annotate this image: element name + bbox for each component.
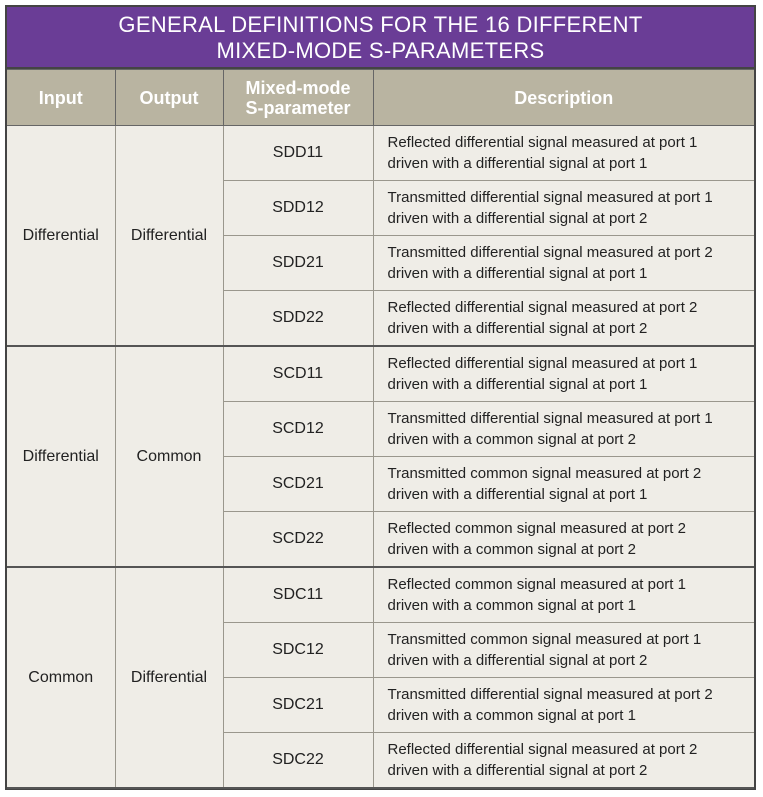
description-line-1: Transmitted common signal measured at port 1 xyxy=(387,631,702,648)
description-line-1: Transmitted common signal measured at port 2 xyxy=(387,465,702,482)
s-parameter-cell: SCD11 xyxy=(223,346,373,402)
description-line-1: Reflected differential signal measured at port 1 xyxy=(387,355,698,372)
s-parameter-cell: SDC12 xyxy=(223,623,373,678)
description-line-2: driven with a common signal at port 2 xyxy=(387,541,636,558)
description-line-2: driven with a differential signal at port 2 xyxy=(387,210,648,227)
description-line-2: driven with a common signal at port 2 xyxy=(387,431,636,448)
s-parameter-cell: SCD22 xyxy=(223,512,373,568)
s-parameter-cell: SCD12 xyxy=(223,402,373,457)
s-parameter-cell: SDD11 xyxy=(223,126,373,181)
table-row xyxy=(7,346,754,402)
s-parameter-cell: SDD22 xyxy=(223,291,373,347)
s-parameter-cell: SDC22 xyxy=(223,733,373,789)
description-cell xyxy=(373,126,754,181)
description-cell xyxy=(373,678,754,733)
description-cell xyxy=(373,623,754,678)
description-cell xyxy=(373,567,754,623)
title-line-2: MIXED-MODE S-PARAMETERS xyxy=(216,38,545,63)
table-frame xyxy=(5,5,756,790)
description-line-1: Reflected differential signal measured at port 2 xyxy=(387,741,698,758)
description-line-2: driven with a differential signal at port 2 xyxy=(387,652,648,669)
description-cell xyxy=(373,457,754,512)
description-cell xyxy=(373,181,754,236)
description-line-2: driven with a differential signal at port 1 xyxy=(387,155,648,172)
input-mode-cell: Differential xyxy=(7,126,115,347)
description-line-1: Transmitted differential signal measured at port 2 xyxy=(387,244,713,261)
input-mode-cell: Common xyxy=(7,567,115,788)
description-cell xyxy=(373,346,754,402)
table-title xyxy=(7,7,754,69)
header-row xyxy=(7,70,754,126)
s-parameter-cell: SDD12 xyxy=(223,181,373,236)
header-output: Output xyxy=(115,70,223,126)
output-mode-cell: Differential xyxy=(115,126,223,347)
description-cell xyxy=(373,291,754,347)
s-parameter-cell: SDC21 xyxy=(223,678,373,733)
table-row xyxy=(7,126,754,181)
description-line-2: driven with a differential signal at port 1 xyxy=(387,265,648,282)
description-line-1: Reflected differential signal measured at port 1 xyxy=(387,134,698,151)
table-row xyxy=(7,567,754,623)
description-line-2: driven with a common signal at port 1 xyxy=(387,597,636,614)
s-parameter-table xyxy=(7,69,754,789)
table-body xyxy=(7,126,754,789)
output-mode-cell: Differential xyxy=(115,567,223,788)
s-parameter-cell: SCD21 xyxy=(223,457,373,512)
description-line-1: Transmitted differential signal measured at port 2 xyxy=(387,686,713,703)
input-mode-cell: Differential xyxy=(7,346,115,567)
description-line-1: Reflected differential signal measured at port 2 xyxy=(387,299,698,316)
description-line-2: driven with a differential signal at port 1 xyxy=(387,486,648,503)
description-line-2: driven with a common signal at port 1 xyxy=(387,707,636,724)
header-s-parameter-line-1: Mixed-mode xyxy=(245,77,351,98)
s-parameter-cell: SDC11 xyxy=(223,567,373,623)
s-parameter-cell: SDD21 xyxy=(223,236,373,291)
description-line-1: Transmitted differential signal measured at port 1 xyxy=(387,189,713,206)
title-line-1: GENERAL DEFINITIONS FOR THE 16 DIFFERENT xyxy=(118,12,643,37)
header-s-parameter-line-2: S-parameter xyxy=(245,97,351,118)
output-mode-cell: Common xyxy=(115,346,223,567)
description-cell xyxy=(373,402,754,457)
description-line-2: driven with a differential signal at port 1 xyxy=(387,376,648,393)
description-cell xyxy=(373,512,754,568)
description-line-1: Reflected common signal measured at port 1 xyxy=(387,576,686,593)
header-description: Description xyxy=(373,70,754,126)
description-cell xyxy=(373,733,754,789)
description-line-2: driven with a differential signal at port 2 xyxy=(387,320,648,337)
description-cell xyxy=(373,236,754,291)
header-s-parameter xyxy=(223,70,373,126)
description-line-2: driven with a differential signal at port 2 xyxy=(387,762,648,779)
header-input: Input xyxy=(7,70,115,126)
description-line-1: Transmitted differential signal measured at port 1 xyxy=(387,410,713,427)
description-line-1: Reflected common signal measured at port 2 xyxy=(387,520,686,537)
